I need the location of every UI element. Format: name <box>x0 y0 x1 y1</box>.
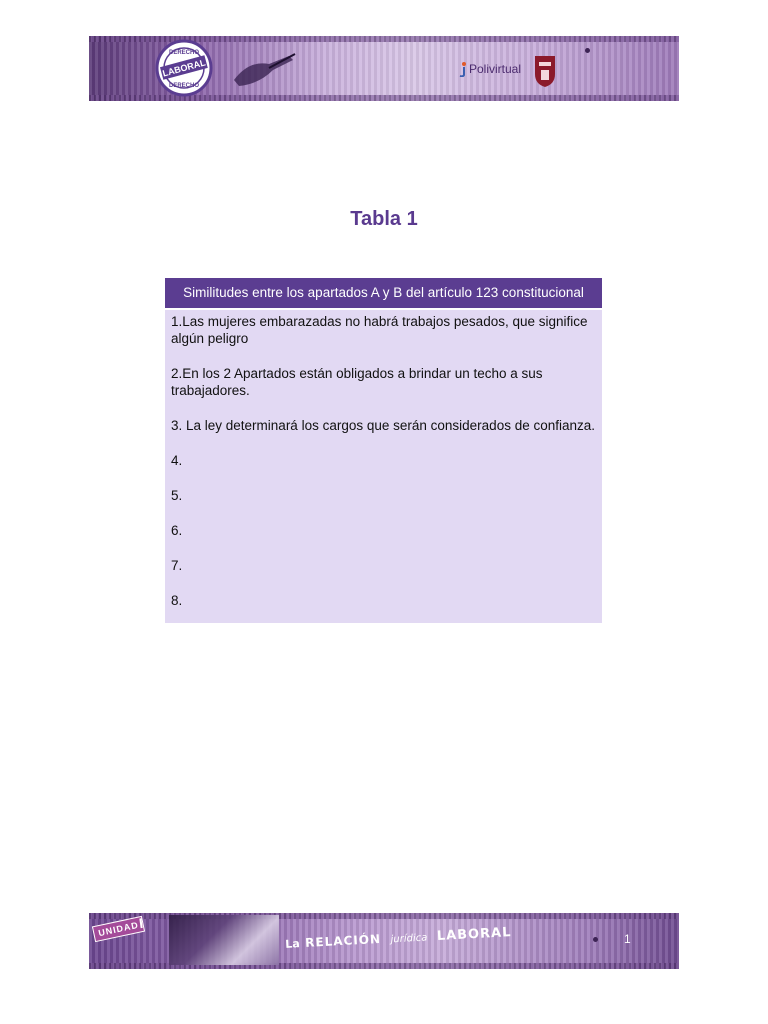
table-item: 5. <box>171 488 183 503</box>
svg-text:DERECHO: DERECHO <box>168 83 200 89</box>
unit-title-juridica: jurídica <box>390 932 428 946</box>
table-item: 8. <box>171 593 183 608</box>
polivirtual-mark-icon <box>459 61 467 77</box>
page-number: 1 <box>624 932 631 946</box>
table-body <box>165 310 602 623</box>
unit-title-relacion: RELACIÓN <box>304 931 382 950</box>
table-item: 7. <box>171 558 183 573</box>
decorative-dot <box>585 48 590 53</box>
polivirtual-label: Polivirtual <box>469 62 522 76</box>
unit-badge: UNIDAD <box>92 916 145 942</box>
writing-hand-icon <box>229 50 299 90</box>
table-item: 6. <box>171 523 183 538</box>
header-banner <box>89 36 679 101</box>
svg-text:DERECHO: DERECHO <box>168 50 200 56</box>
table-item: 2.En los 2 Apartados están obligados a brindar un techo a sus trabajadores. <box>171 366 543 398</box>
polivirtual-logo <box>459 61 521 77</box>
page-title: Tabla 1 <box>350 208 418 230</box>
ipn-emblem-icon <box>533 54 557 88</box>
table-header: Similitudes entre los apartados A y B del artículo 123 constitucional <box>165 278 602 308</box>
derecho-laboral-seal-logo <box>155 39 213 97</box>
handshake-photo <box>169 915 279 965</box>
similitudes-table <box>165 278 602 623</box>
footer-banner <box>89 913 679 969</box>
table-item: 4. <box>171 453 183 468</box>
table-item: 1.Las mujeres embarazadas no habrá trabajos pesados, que significe algún peligro <box>171 314 588 346</box>
unit-title-la: La <box>284 937 301 951</box>
table-item: 3. La ley determinará los cargos que serán considerados de confianza. <box>171 418 596 433</box>
unit-title <box>285 921 512 952</box>
svg-text:LABORAL: LABORAL <box>161 57 207 79</box>
unit-number: I <box>137 914 144 932</box>
unit-title-laboral: LABORAL <box>436 925 512 944</box>
decorative-dot <box>593 937 598 942</box>
